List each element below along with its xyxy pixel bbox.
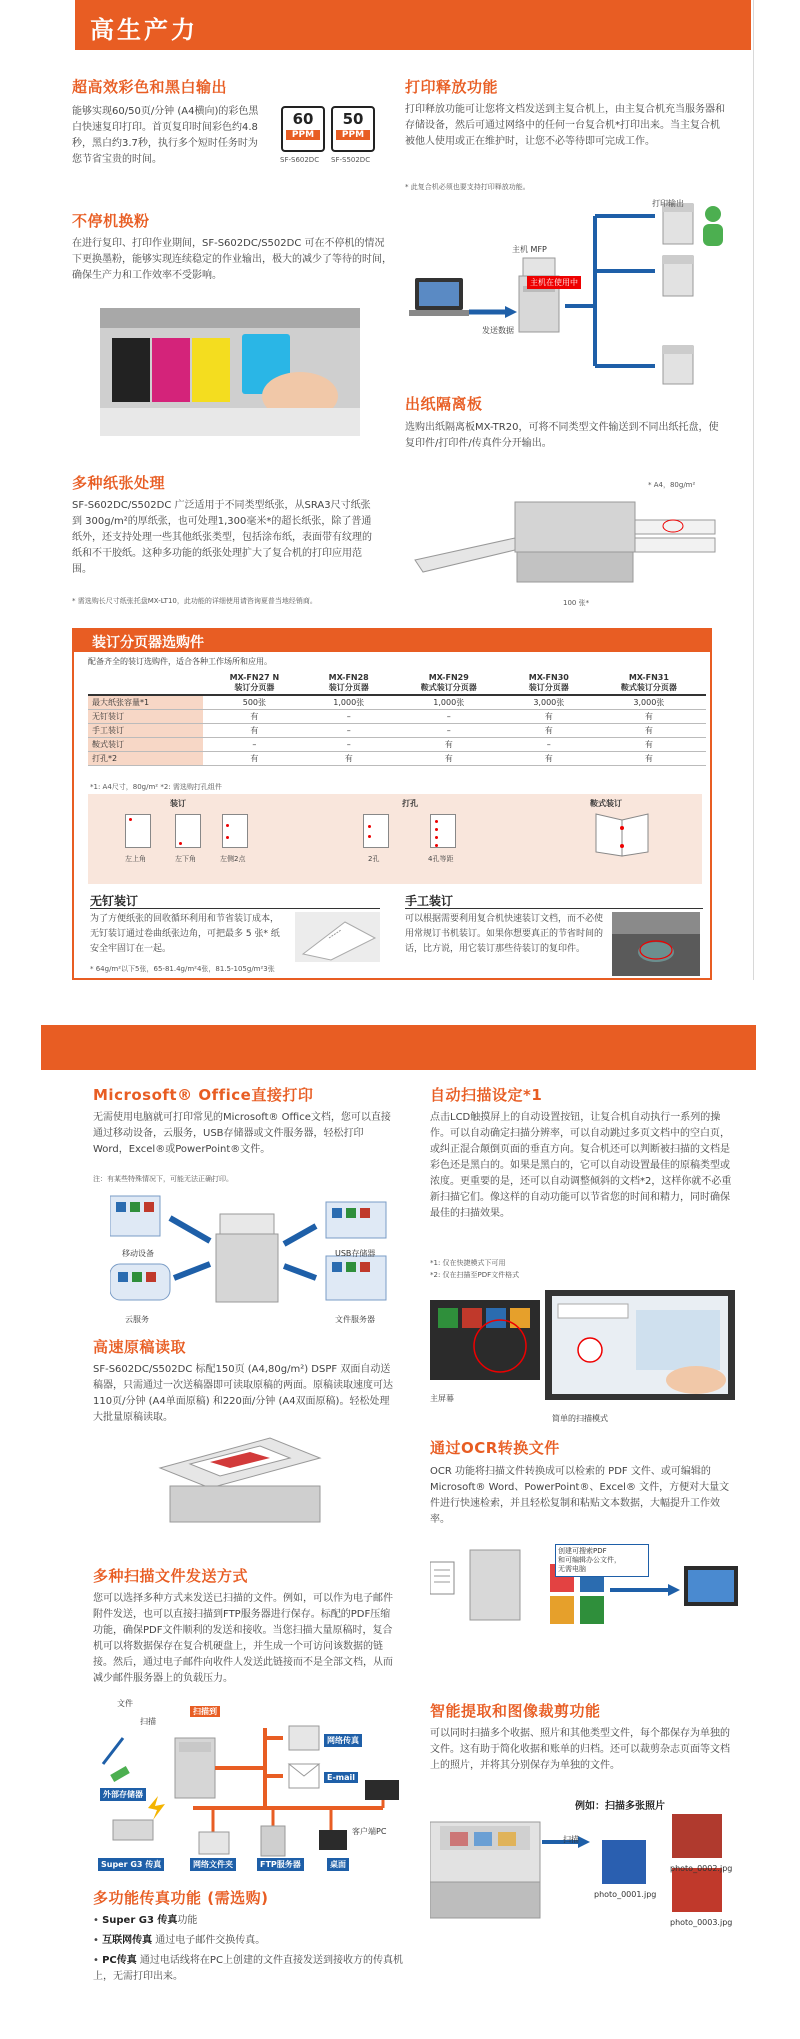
ocr-text: OCR 功能将扫描文件转换成可以检索的 PDF 文件、或可编辑的Microsoft® Word、PowerPoint®、Excel® 文件，方便对大量文件进行快速检索，并且轻松复制和粘贴文本数据，大幅提升工作效率。 xyxy=(430,1466,730,1525)
office-fileserver-label: 文件服务器 xyxy=(335,1315,375,1324)
mfp-2-icon xyxy=(663,256,693,296)
ppm-caption-60: SF-S602DC xyxy=(280,156,320,164)
autoscan-main-caption: 主屏幕 xyxy=(430,1394,454,1403)
autoscan-touchscreen-illustration xyxy=(430,1290,740,1410)
manual-staple-photo xyxy=(612,912,700,976)
staple-caption-1: 左上角 xyxy=(125,855,146,863)
punch-caption-2: 4孔等距 xyxy=(428,855,454,863)
laptop-icon xyxy=(409,278,469,316)
dspf-title: 高速原稿读取 xyxy=(93,1338,187,1356)
release-send-label: 发送数据 xyxy=(482,326,514,335)
toner-photo xyxy=(100,308,360,436)
fax-item-1: • Super G3 传真功能 xyxy=(93,1915,198,1926)
mobile-device-icon xyxy=(110,1196,160,1236)
extract-file-3: photo_0003.jpg xyxy=(670,1918,733,1927)
photo-0001-thumbnail xyxy=(602,1840,646,1884)
table-row: 最大纸张容量*1 500张 1,000张 1,000张 3,000张 3,000张 xyxy=(88,695,706,710)
staple-label: 装订 xyxy=(170,799,186,808)
manual-title: 手工装订 xyxy=(405,894,454,908)
ocr-title: 通过OCR转换文件 xyxy=(430,1439,560,1457)
usb-storage-icon xyxy=(326,1202,386,1238)
manual-rule xyxy=(405,908,703,909)
release-inuse-badge: 主机在使用中 xyxy=(527,276,581,289)
extract-scan-label: 扫描 xyxy=(563,1835,579,1844)
speed-text: 能够实现60/50页/分钟 (A4横向)的彩色黑白快速复印打印。首页复印时间彩色约4.8秒，黑白约3.7秒，执行多个短时任务时为您节省宝贵的时间。 xyxy=(72,106,259,165)
finisher-subtitle: 配备齐全的装订选购件，适合各种工作场所和应用。 xyxy=(88,657,272,666)
extract-file-1: photo_0001.jpg xyxy=(594,1890,657,1899)
release-main-label: 主机 MFP xyxy=(512,245,547,254)
office-mobile-label: 移动设备 xyxy=(122,1249,154,1258)
table-row: 手工装订 有 – – 有 有 xyxy=(88,724,706,738)
scansend-text: 您可以选择多种方式来发送已扫描的文件。例如，可以作为电子邮件附件发送，也可以直接扫描到FTP服务器进行保存。标配的PDF压缩功能，确保PDF文件顺利的发送和接收。当您扫描大量原稿时，复合机可以将数据保存在复合机硬盘上，并生成一个可访问该数据的链接。然后，通过电子邮件向收件人发送此链接而不是全部文档，从而减少邮件服务器上的负载压力。 xyxy=(93,1593,393,1684)
manual-text: 可以根据需要利用复合机快速装订文档，而不必使用常规订书机装订。如果你想要真正的节省时间的话，比方说，用它装订那些待装订的复印件。 xyxy=(405,914,604,954)
col-header: MX-FN27 N 装订分页器 xyxy=(203,672,306,695)
scan-send-diagram xyxy=(93,1708,403,1863)
scansend-scan-label: 扫描 xyxy=(140,1717,156,1726)
col-header: MX-FN31 鞍式装订分页器 xyxy=(592,672,706,695)
scansend-client-pc-label: 客户端PC xyxy=(352,1827,387,1836)
main-mfp-icon xyxy=(519,258,559,332)
fax-machine-icon xyxy=(113,1820,153,1840)
autoscan-note-1: *1: 仅在快捷模式下可用 xyxy=(430,1259,506,1267)
client-pc-icon xyxy=(365,1780,399,1800)
staple-caption-2: 左下角 xyxy=(175,855,196,863)
ppm-badge-60: 60 PPM xyxy=(281,106,325,152)
release-note: * 此复合机必须也要支持打印释放功能。 xyxy=(405,183,530,191)
autoscan-easy-caption: 简单的扫描模式 xyxy=(552,1414,608,1423)
col-header: MX-FN28 装订分页器 xyxy=(306,672,392,695)
continuous-title: 不停机换粉 xyxy=(72,212,150,230)
file-server-icon xyxy=(326,1256,386,1300)
separator-title: 出纸隔离板 xyxy=(405,395,483,413)
table-row: 无钉装订 有 – – 有 有 xyxy=(88,710,706,724)
col-header: MX-FN30 装订分页器 xyxy=(506,672,592,695)
scansend-scanto-badge: 扫描到 xyxy=(190,1706,220,1717)
stapleless-title: 无钉装订 xyxy=(90,894,139,908)
scansend-network-folder-badge: 网络文件夹 xyxy=(190,1858,236,1871)
scansend-document-label: 文件 xyxy=(117,1699,133,1708)
extract-example-title: 例如：扫描多张照片 xyxy=(575,1801,665,1812)
release-title: 打印释放功能 xyxy=(405,78,499,96)
scansend-super-g3-badge: Super G3 传真 xyxy=(98,1858,164,1871)
magenta-toner xyxy=(152,338,190,402)
staple-bottom-left-page xyxy=(175,814,201,848)
stapleless-note: * 64g/m²以下5张，65-81.4g/m²4张，81.5-105g/m²3张 xyxy=(90,965,275,973)
office-text: 无需使用电脑就可打印常见的Microsoft® Office文档，您可以直接通过移动设备，云服务，USB存储器或文件服务器，轻松打印Word，Excel®或PowerPoint®文件。 xyxy=(93,1112,391,1155)
fax-title: 多功能传真功能 (需选购) xyxy=(93,1889,269,1907)
fax-item-3: • PC传真 通过电话线将在PC上创建的文件直接发送到接收方的传真机上，无需打印出来。 xyxy=(93,1955,403,1982)
continuous-text: 在进行复印、打印作业期间，SF-S602DC/S502DC 可在不停机的情况下更换墨粉，能够实现连续稳定的作业输出，极大的减少了等待的时间，确保生产力和工作效率不受影响。 xyxy=(72,238,392,281)
scansend-title: 多种扫描文件发送方式 xyxy=(93,1567,249,1585)
scansend-ext-storage-badge: 外部存储器 xyxy=(100,1788,146,1801)
page-title: 高生产力 xyxy=(90,16,198,44)
dspf-text: SF-S602DC/S502DC 标配150页 (A4,80g/m²) DSPF 双面自动送稿器，只需通过一次送稿器即可读取原稿的两面。原稿读取速度可达110页/分钟 (A4单面原稿) 和220面/分钟 (A4双面原稿)。轻松处理大批量原稿读取。 xyxy=(93,1364,393,1423)
stapleless-paper-illustration xyxy=(295,912,380,962)
office-usb-label: USB存储器 xyxy=(335,1249,376,1258)
separator-text: 选购出纸隔离板MX-TR20，可将不同类型文件输送到不同出纸托盘，使复印件/打印件/传真件分开输出。 xyxy=(405,422,719,449)
staple-two-point-page xyxy=(222,814,248,848)
table-row: 鞍式装订 – – 有 – 有 xyxy=(88,738,706,752)
stapleless-text: 为了方便纸张的回收循环利用和节省装订成本，无钉装订通过卷曲纸张边角，可把最多 5 张* 纸安全牢固订在一起。 xyxy=(90,914,280,954)
stapleless-rule xyxy=(90,908,380,909)
network-fax-icon xyxy=(289,1726,319,1750)
finisher-note: *1: A4尺寸，80g/m² *2: 需选购打孔组件 xyxy=(90,783,222,791)
scansend-ftp-badge: FTP服务器 xyxy=(257,1858,304,1871)
staple-caption-3: 左侧2点 xyxy=(220,855,246,863)
paper-note: * 需选购长尺寸纸张托盘MX-LT10，此功能的详细使用请咨询夏普当地经销商。 xyxy=(72,597,317,605)
office-note: 注：有某些特殊情况下，可能无法正确打印。 xyxy=(93,1175,233,1183)
scansend-network-fax-badge: 网络传真 xyxy=(324,1734,362,1747)
release-output-label: 打印输出 xyxy=(652,199,684,208)
mfp-3-icon xyxy=(663,346,693,384)
punch-4-hole-page xyxy=(430,814,456,848)
fax-item-2: • 互联网传真 通过电子邮件交换传真。 xyxy=(93,1935,266,1946)
finisher-table xyxy=(88,672,706,766)
yellow-toner xyxy=(192,338,230,402)
punch-2-hole-page xyxy=(363,814,389,848)
ppm-badge-50: 50 PPM xyxy=(331,106,375,152)
cloud-icon xyxy=(110,1264,170,1300)
extract-text: 可以同时扫描多个收据、照片和其他类型文件，每个都保存为单独的文件。这有助于简化收据和账单的归档。还可以裁剪杂志页面等文档上的照片，并将其分别保存为单独的文件。 xyxy=(430,1728,730,1771)
finisher-title: 装订分页器选购件 xyxy=(92,635,204,651)
print-release-diagram xyxy=(405,196,735,386)
punch-caption-1: 2孔 xyxy=(368,855,380,863)
release-text: 打印释放功能可让您将文档发送到主复合机上，由主复合机充当服务器和存储设备，然后可通过网络中的任何一台复合机*打印出来。当主复合机被他人使用或正在维护时，让您不必等待即可完成工作。 xyxy=(405,104,725,147)
scansend-desktop-badge: 桌面 xyxy=(327,1858,349,1871)
user-icon xyxy=(703,206,723,246)
paper-callout-a4: * A4，80g/m² xyxy=(648,481,696,489)
extract-title: 智能提取和图像裁剪功能 xyxy=(430,1702,601,1720)
office-cloud-label: 云服务 xyxy=(125,1315,149,1324)
paper-callout-100: 100 张* xyxy=(563,599,590,607)
paper-title: 多种纸张处理 xyxy=(72,474,166,492)
photo-0002-thumbnail xyxy=(672,1814,722,1858)
ppm-caption-50: SF-S502DC xyxy=(331,156,371,164)
saddle-label: 鞍式装订 xyxy=(590,799,622,808)
saddle-stitch-booklet-icon xyxy=(592,810,652,858)
col-header: MX-FN29 鞍式装订分页器 xyxy=(392,672,506,695)
mfp-1-icon xyxy=(663,204,693,244)
right-divider xyxy=(753,0,754,980)
mfp-center-icon xyxy=(216,1214,278,1302)
staple-top-left-page xyxy=(125,814,151,848)
hand-icon xyxy=(666,1366,726,1394)
long-paper-tray-illustration xyxy=(405,490,735,600)
ocr-bubble: 创建可搜索PDF 和可编辑办公文件， 无需电脑 xyxy=(555,1544,649,1577)
office-direct-print-diagram xyxy=(110,1186,400,1306)
speed-title: 超高效彩色和黑白输出 xyxy=(72,78,228,96)
office-title: Microsoft® Office直接打印 xyxy=(93,1086,314,1104)
scansend-email-badge: E-mail xyxy=(324,1772,358,1783)
paper-text: SF-S602DC/S502DC 广泛适用于不同类型纸张，从SRA3尺寸纸张到 300g/m²的厚纸张，也可处理1,300毫米*的超长纸张，除了普通纸外，还支持处理一些其他纸张类型，包括涂布纸，表面带有纹理的纸和不干胶纸。这种多功能的纸张处理扩大了复合机的打印应用范围。 xyxy=(72,500,372,575)
corner-cell xyxy=(88,672,203,695)
autoscan-text: 点击LCD触摸屏上的自动设置按钮，让复合机自动执行一系列的操作。可以自动确定扫描分辨率，可以自动跳过多页文档中的空白页，或纠正混合颠倒页面的垂直方向。复合机还可以判断被扫描的文档是彩色还是黑白的。如果是黑白的，它可以自动设置最佳的原稿类型或浓度。更重要的是，还可以自动调整倾斜的文档*2，这样你就不必重新扫描它们。像这样的自动功能可以节省您的时间和精力，同时确保最佳的扫描效果。 xyxy=(430,1112,732,1219)
extract-file-2: photo_0002.jpg xyxy=(670,1864,733,1873)
dspf-illustration xyxy=(150,1428,330,1524)
desktop-icon xyxy=(319,1830,347,1850)
lightning-icon xyxy=(148,1796,165,1820)
photo-0003-thumbnail xyxy=(672,1868,722,1912)
table-row: 打孔*2 有 有 有 有 有 xyxy=(88,752,706,766)
ftp-server-icon xyxy=(261,1826,285,1856)
autoscan-note-2: *2: 仅在扫描至PDF文件格式 xyxy=(430,1271,520,1279)
section-divider-band xyxy=(41,1025,756,1070)
punch-label: 打孔 xyxy=(402,799,418,808)
usb-icon xyxy=(110,1766,130,1782)
network-folder-icon xyxy=(199,1832,229,1854)
autoscan-title: 自动扫描设定*1 xyxy=(430,1086,543,1104)
